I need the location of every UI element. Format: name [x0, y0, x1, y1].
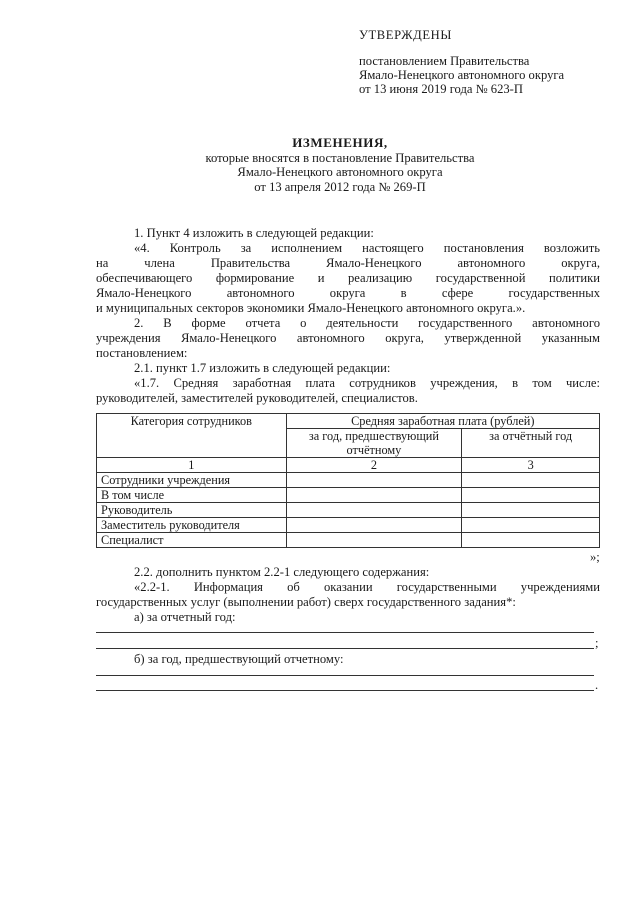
table-header-category: Категория сотрудников [97, 414, 287, 458]
blank-line [96, 675, 594, 676]
approval-title: УТВЕРЖДЕНЫ [359, 28, 452, 42]
quote-line: «1.7. Средняя заработная плата сотрудников учреждения, в том числе: [134, 376, 600, 390]
table-row-label: Специалист [97, 533, 287, 548]
heading-title: ИЗМЕНЕНИЯ, [292, 135, 388, 150]
approval-line: постановлением Правительства [359, 54, 530, 68]
table-closing-quote: »; [590, 550, 600, 564]
table-header-prev-year: за год, предшествующий отчётному [286, 429, 462, 458]
table-row-label: Заместитель руководителя [97, 518, 287, 533]
salary-table [96, 413, 600, 548]
table-row [97, 488, 600, 503]
table-col-number: 1 [97, 458, 287, 473]
paragraph-1: 1. Пункт 4 изложить в следующей редакции: [134, 226, 374, 240]
table-row [97, 518, 600, 533]
table-col-number: 3 [462, 458, 600, 473]
heading-line: Ямало-Ненецкого автономного округа [237, 165, 443, 179]
line-end-mark: . [595, 678, 599, 692]
table-row [97, 533, 600, 548]
subitem-b-label: б) за год, предшествующий отчетному: [134, 652, 344, 666]
quote-line: обеспечивающего формирование и реализацию государственной политики [96, 271, 600, 285]
approval-line: Ямало-Ненецкого автономного округа [359, 68, 565, 82]
table-row-label: Сотрудники учреждения [97, 473, 287, 488]
quote-line: на члена Правительства Ямало-Ненецкого автономного округа, [96, 256, 600, 270]
quote-line: Ямало-Ненецкого автономного округа в сфере государственных [96, 286, 600, 300]
table-row [97, 503, 600, 518]
paragraph-2-line: постановлением: [96, 346, 188, 360]
line-end-mark: ; [595, 636, 599, 650]
heading-line: от 13 апреля 2012 года № 269-П [254, 179, 426, 194]
paragraph-2-line: учреждения Ямало-Ненецкого автономного округа, утвержденной указанным [96, 331, 600, 345]
table-header-group: Средняя заработная плата (рублей) [286, 414, 599, 429]
heading-line: которые вносятся в постановление Правительства [205, 150, 475, 165]
table-header-current-year: за отчётный год [462, 429, 600, 458]
subitem-a-label: а) за отчетный год: [134, 610, 236, 624]
paragraph-2-1: 2.1. пункт 1.7 изложить в следующей редакции: [134, 361, 391, 375]
table-row-label: Руководитель [97, 503, 287, 518]
blank-line [96, 690, 594, 691]
document-heading [120, 136, 560, 194]
blank-line [96, 632, 594, 633]
table-col-number: 2 [286, 458, 462, 473]
blank-line [96, 648, 594, 649]
table-row-label: В том числе [97, 488, 287, 503]
quote-line: «4. Контроль за исполнением настоящего постановления возложить [134, 241, 600, 255]
quote-line: «2.2-1. Информация об оказании государственными учреждениями [134, 580, 600, 594]
table-row [97, 473, 600, 488]
approval-block [359, 28, 609, 96]
quote-line: и муниципальных секторов экономики Ямало-Ненецкого автономного округа.». [96, 301, 526, 315]
approval-line: от 13 июня 2019 года № 623-П [359, 82, 523, 96]
quote-line: государственных услуг (выполнении работ) сверх государственного задания*: [96, 595, 516, 609]
quote-line: руководителей, заместителей руководителей, специалистов. [96, 391, 418, 405]
paragraph-2-2: 2.2. дополнить пунктом 2.2-1 следующего содержания: [134, 565, 430, 579]
paragraph-2: 2. В форме отчета о деятельности государственного автономного [134, 316, 600, 330]
